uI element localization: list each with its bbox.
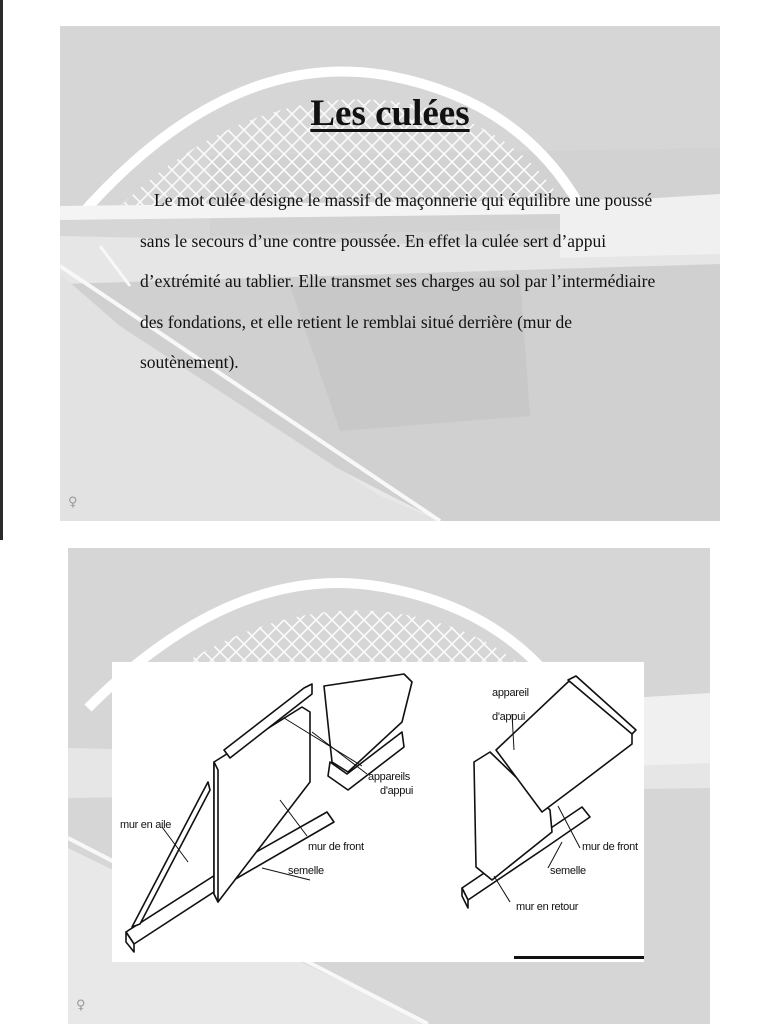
slide-les-culees: [60, 26, 720, 521]
slide-title: Les culées: [310, 93, 470, 134]
label-mur-en-aile: mur en aile: [120, 819, 172, 831]
label-mur-en-retour: mur en retour: [516, 901, 579, 913]
page-edge-line: [0, 0, 3, 540]
label-left-semelle: semelle: [288, 865, 324, 877]
label-appareil-line2: d'appui: [492, 711, 526, 723]
paragraph-text: Le mot culée désigne le massif de maçonnerie qui équilibre une poussé sans le secours d’une contre poussée. En effet la culée sert d’appui d’extrémité au tablier. Elle transmet ses charges au sol par l’intermédiaire des fondations, et elle retient le remblai situé derrière (mur de soutènement).: [140, 190, 656, 372]
label-left-mur-de-front: mur de front: [308, 841, 364, 853]
slide-paragraph: [140, 180, 660, 383]
label-appareils-line1: appareils: [368, 771, 410, 783]
corner-logo-icon: ♀: [68, 495, 78, 510]
abutment-drawings: [112, 662, 644, 962]
diagram-rule-line: [514, 956, 644, 959]
label-appareil-line1: appareil: [492, 687, 529, 699]
abutment-diagram: [112, 662, 644, 962]
label-right-mur-de-front: mur de front: [582, 841, 638, 853]
label-right-semelle: semelle: [550, 865, 586, 877]
corner-logo-icon: ♀: [76, 998, 86, 1013]
label-appareils-line2: d'appui: [380, 785, 414, 797]
slide-abutment-diagram: [68, 548, 710, 1024]
